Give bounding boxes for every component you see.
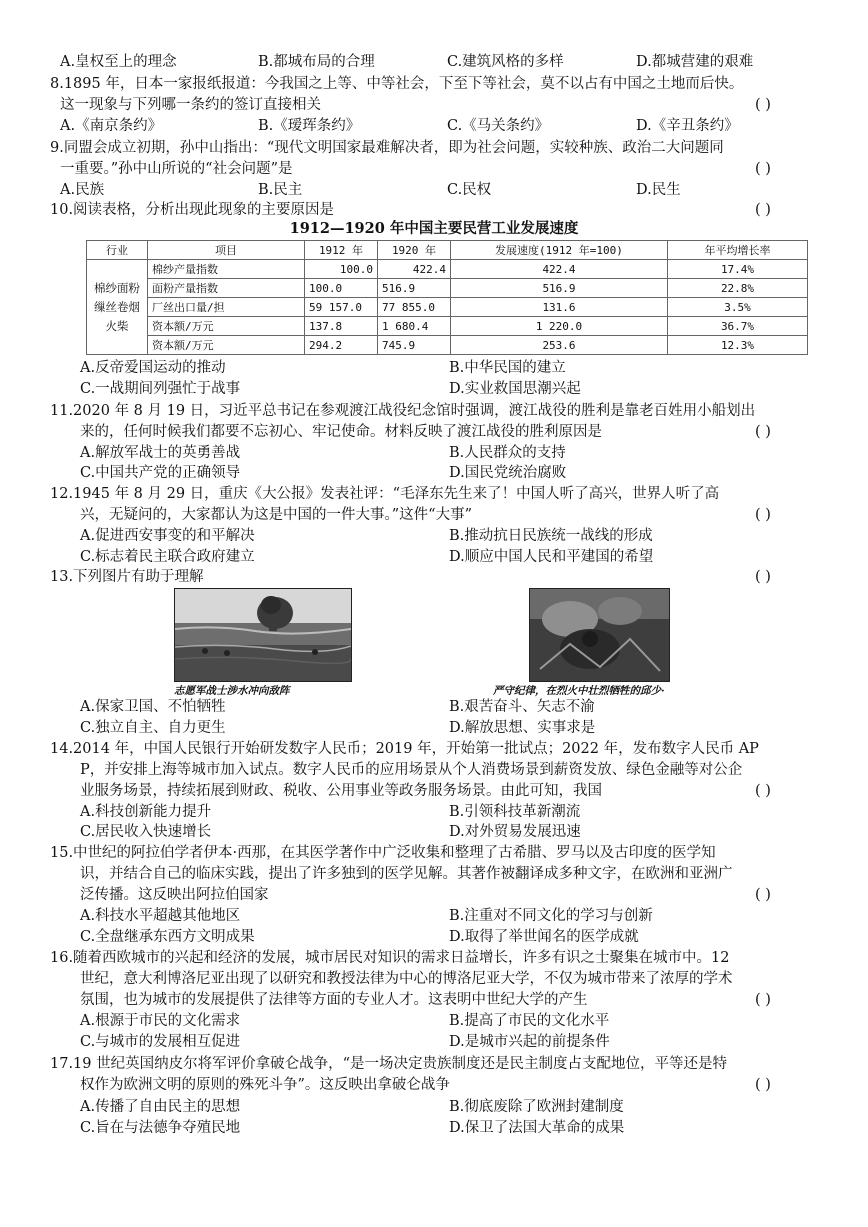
q16-stem: 16.随着西欧城市的兴起和经济的发展，城市居民对知识的需求日益增长，许多有识之士聚集在城市中。12: [50, 950, 730, 966]
speed-cell: 1 220.0: [451, 317, 668, 336]
q12-option-b[interactable]: B.推动抗日民族统一战线的形成: [449, 528, 653, 544]
table-row: [87, 336, 808, 355]
q13-stem: 13.下列图片有助于理解: [50, 569, 204, 585]
q15-options: [0, 906, 868, 926]
header-speed: 发展速度(1912 年=100): [451, 241, 668, 260]
q17-option-d[interactable]: D.保卫了法国大革命的成果: [449, 1120, 625, 1136]
q9-option-d[interactable]: D.民生: [636, 182, 681, 198]
q8-stem: 8.1895 年，日本一家报纸报道：今我国之上等、中等社会，下至下等社会，莫不以占有中国之土地而后快。: [50, 76, 744, 92]
q15-option-d[interactable]: D.取得了举世闻名的医学成就: [449, 929, 639, 945]
q14-option-c[interactable]: C.居民收入快速增长: [80, 824, 212, 840]
q14-stem: 业服务场景，持续拓展到财政、税收、公用事业等政务服务场景。由此可知，我国: [80, 783, 602, 799]
photo-qiu-shaoyun-image: [530, 589, 669, 681]
q17-option-c[interactable]: C.旨在与法德争夺殖民地: [80, 1120, 241, 1136]
q16-stem: 世纪，意大利博洛尼亚出现了以研究和教授法律为中心的博洛尼亚大学，不仅为城市带来了浓厚的学术: [80, 971, 733, 987]
table-row: [87, 317, 808, 336]
q17-stem: 权作为欧洲文明的原则的殊死斗争”。这反映出拿破仑战争: [80, 1077, 450, 1093]
q13-option-d[interactable]: D.解放思想、实事求是: [449, 720, 596, 736]
q13-option-a[interactable]: A.保家卫国、不怕牺牲: [80, 699, 226, 715]
q9-options: [0, 180, 868, 200]
q14-options: [0, 822, 868, 842]
q11-answer-bracket[interactable]: ( ): [755, 424, 771, 440]
photo-soldiers-wading: [174, 588, 352, 682]
value-1912-cell: 100.0: [305, 260, 378, 279]
q14-options: [0, 802, 868, 822]
q10-option-b[interactable]: B.中华民国的建立: [449, 360, 566, 376]
header-1920: 1920 年: [378, 241, 451, 260]
speed-cell: 131.6: [451, 298, 668, 317]
item-cell: 面粉产量指数: [148, 279, 305, 298]
table-header-row: [87, 241, 808, 260]
q9-option-b[interactable]: B.民主: [258, 182, 303, 198]
table-row: [87, 279, 808, 298]
q8-stem: 这一现象与下列哪一条约的签订直接相关: [60, 97, 321, 113]
q10-option-a[interactable]: A.反帝爱国运动的推动: [80, 360, 226, 376]
q8-answer-bracket[interactable]: ( ): [755, 97, 771, 113]
header-item: 项目: [148, 241, 305, 260]
q12-stem: 12.1945 年 8 月 29 日，重庆《大公报》发表社评：“毛泽东先生来了！中国人听了高兴，世界人听了高: [50, 486, 720, 502]
q14-option-d[interactable]: D.对外贸易发展迅速: [449, 824, 581, 840]
item-cell: 厂丝出口量/担: [148, 298, 305, 317]
q11-options: [0, 463, 868, 483]
q11-option-d[interactable]: D.国民党统治腐败: [449, 465, 567, 481]
q16-option-d[interactable]: D.是城市兴起的前提条件: [449, 1034, 610, 1050]
q16-stem: 氛围，也为城市的发展提供了法律等方面的专业人才。这表明中世纪大学的产生: [80, 992, 588, 1008]
q15-stem: 15.中世纪的阿拉伯学者伊本·西那，在其医学著作中广泛收集和整理了古希腊、罗马以及古印度的医学知: [50, 845, 716, 861]
q17-option-b[interactable]: B.彻底废除了欧洲封建制度: [449, 1099, 624, 1115]
value-1912-cell: 59 157.0: [305, 298, 378, 317]
q7-option-a[interactable]: A.皇权至上的理念: [60, 54, 177, 70]
q16-option-a[interactable]: A.根源于市民的文化需求: [80, 1013, 241, 1029]
header-rate: 年平均增长率: [668, 241, 808, 260]
item-cell: 资本额/万元: [148, 317, 305, 336]
q7-option-b[interactable]: B.都城布局的合理: [258, 54, 375, 70]
q14-stem: 14.2014 年，中国人民银行开始研发数字人民币；2019 年，开始第一批试点；2022 年，发布数字人民币 AP: [50, 741, 759, 757]
rate-cell: 3.5%: [668, 298, 808, 317]
header-1912: 1912 年: [305, 241, 378, 260]
q9-option-a[interactable]: A.民族: [60, 182, 105, 198]
q12-option-a[interactable]: A.促进西安事变的和平解决: [80, 528, 255, 544]
industry-label: 棉纱面粉: [94, 280, 140, 295]
caption-right: 严守纪律，在烈火中壮烈牺牲的邱少·: [493, 685, 665, 697]
q10-stem: 10.阅读表格，分析出现此现象的主要原因是: [50, 202, 335, 218]
q11-option-a[interactable]: A.解放军战士的英勇善战: [80, 445, 241, 461]
q14-option-a[interactable]: A.科技创新能力提升: [80, 804, 212, 820]
q9-stem: 一重要。”孙中山所说的“社会问题”是: [60, 161, 293, 177]
q12-stem: 兴，无疑问的，大家都认为这是中国的一件大事。”这件“大事”: [80, 507, 472, 523]
speed-cell: 516.9: [451, 279, 668, 298]
q15-option-b[interactable]: B.注重对不同文化的学习与创新: [449, 908, 653, 924]
value-1920-cell: 745.9: [378, 336, 451, 355]
q9-answer-bracket[interactable]: ( ): [755, 161, 771, 177]
q14-option-b[interactable]: B.引领科技革新潮流: [449, 804, 581, 820]
value-1920-cell: 1 680.4: [378, 317, 451, 336]
q14-stem: P，并安排上海等城市加入试点。数字人民币的应用场景从个人消费场景到薪资发放、绿色金融等对公企: [80, 762, 743, 778]
q8-option-b[interactable]: B.《瑷珲条约》: [258, 118, 361, 134]
industry-cell: [87, 260, 148, 355]
q17-option-a[interactable]: A.传播了自由民主的思想: [80, 1099, 241, 1115]
q17-stem: 17.19 世纪英国纳皮尔将军评价拿破仑战争，“是一场决定贵族制度还是民主制度占支配地位，平等还是特: [50, 1056, 728, 1072]
q13-option-c[interactable]: C.独立自主、自力更生: [80, 720, 226, 736]
q7-option-d[interactable]: D.都城营建的艰难: [636, 54, 754, 70]
q8-option-a[interactable]: A.《南京条约》: [60, 118, 163, 134]
q11-stem: 来的，任何时候我们都要不忘初心、牢记使命。材料反映了渡江战役的胜利原因是: [80, 424, 602, 440]
q15-stem: 识，并结合自己的临床实践，提出了许多独到的医学见解。其著作被翻译成多种文字，在欧洲和亚洲广: [80, 866, 733, 882]
value-1912-cell: 294.2: [305, 336, 378, 355]
q13-options: [0, 697, 868, 717]
value-1912-cell: 100.0: [305, 279, 378, 298]
q15-answer-bracket[interactable]: ( ): [755, 887, 771, 903]
speed-cell: 422.4: [451, 260, 668, 279]
speed-cell: 253.6: [451, 336, 668, 355]
q10-options: [0, 379, 868, 399]
q16-options: [0, 1032, 868, 1052]
q11-option-c[interactable]: C.中国共产党的正确领导: [80, 465, 241, 481]
value-1920-cell: 77 855.0: [378, 298, 451, 317]
q14-answer-bracket[interactable]: ( ): [755, 783, 771, 799]
q17-options: [0, 1097, 868, 1117]
table-row: [87, 260, 808, 279]
rate-cell: 36.7%: [668, 317, 808, 336]
q11-option-b[interactable]: B.人民群众的支持: [449, 445, 566, 461]
rate-cell: 22.8%: [668, 279, 808, 298]
q16-answer-bracket[interactable]: ( ): [755, 992, 771, 1008]
q13-option-b[interactable]: B.艰苦奋斗、矢志不渝: [449, 699, 595, 715]
q12-options: [0, 526, 868, 546]
item-cell: 资本额/万元: [148, 336, 305, 355]
caption-left: 志愿军战士涉水冲向敌阵: [174, 685, 290, 697]
value-1912-cell: 137.8: [305, 317, 378, 336]
q10-option-c[interactable]: C.一战期间列强忙于战事: [80, 381, 241, 397]
q8-option-d[interactable]: D.《辛丑条约》: [636, 118, 739, 134]
q12-answer-bracket[interactable]: ( ): [755, 507, 771, 523]
q8-options: [0, 116, 868, 136]
q16-option-c[interactable]: C.与城市的发展相互促进: [80, 1034, 241, 1050]
q7-options: [0, 52, 868, 72]
q17-options: [0, 1118, 868, 1138]
q10-option-d[interactable]: D.实业救国思潮兴起: [449, 381, 581, 397]
q17-answer-bracket[interactable]: ( ): [755, 1077, 771, 1093]
q12-options: [0, 547, 868, 567]
table-title: 1912—1920 年中国主要民营工业发展速度: [289, 220, 579, 237]
q12-option-c[interactable]: C.标志着民主联合政府建立: [80, 549, 255, 565]
value-1920-cell: 516.9: [378, 279, 451, 298]
q11-options: [0, 443, 868, 463]
rate-cell: 17.4%: [668, 260, 808, 279]
q15-stem: 泛传播。这反映出阿拉伯国家: [80, 887, 269, 903]
q8-option-c[interactable]: C.《马关条约》: [447, 118, 550, 134]
item-cell: 棉纱产量指数: [148, 260, 305, 279]
value-1920-cell: 422.4: [378, 260, 451, 279]
q13-answer-bracket[interactable]: ( ): [755, 569, 771, 585]
photo-qiu-shaoyun: [529, 588, 670, 682]
q16-option-b[interactable]: B.提高了市民的文化水平: [449, 1013, 610, 1029]
q12-option-d[interactable]: D.顺应中国人民和平建国的希望: [449, 549, 654, 565]
q10-answer-bracket[interactable]: ( ): [755, 202, 771, 218]
q13-options: [0, 718, 868, 738]
q11-stem: 11.2020 年 8 月 19 日，习近平总书记在参观渡江战役纪念馆时强调，渡江战役的胜利是靠老百姓用小船划出: [50, 403, 756, 419]
q9-stem: 9.同盟会成立初期，孙中山指出：“现代文明国家最难解决者，即为社会问题，实较种族、政治二大问题同: [50, 140, 724, 156]
q15-option-a[interactable]: A.科技水平超越其他地区: [80, 908, 241, 924]
industry-table: [86, 240, 808, 355]
table-row: [87, 298, 808, 317]
q15-options: [0, 927, 868, 947]
header-industry: 行业: [87, 241, 148, 260]
rate-cell: 12.3%: [668, 336, 808, 355]
q7-option-c[interactable]: C.建筑风格的多样: [447, 54, 564, 70]
q9-option-c[interactable]: C.民权: [447, 182, 492, 198]
photo-soldiers-wading-image: [175, 589, 351, 681]
industry-label: 缫丝卷烟: [94, 299, 140, 314]
q10-options: [0, 358, 868, 378]
q15-option-c[interactable]: C.全盘继承东西方文明成果: [80, 929, 255, 945]
q16-options: [0, 1011, 868, 1031]
industry-label: 火柴: [105, 318, 129, 333]
